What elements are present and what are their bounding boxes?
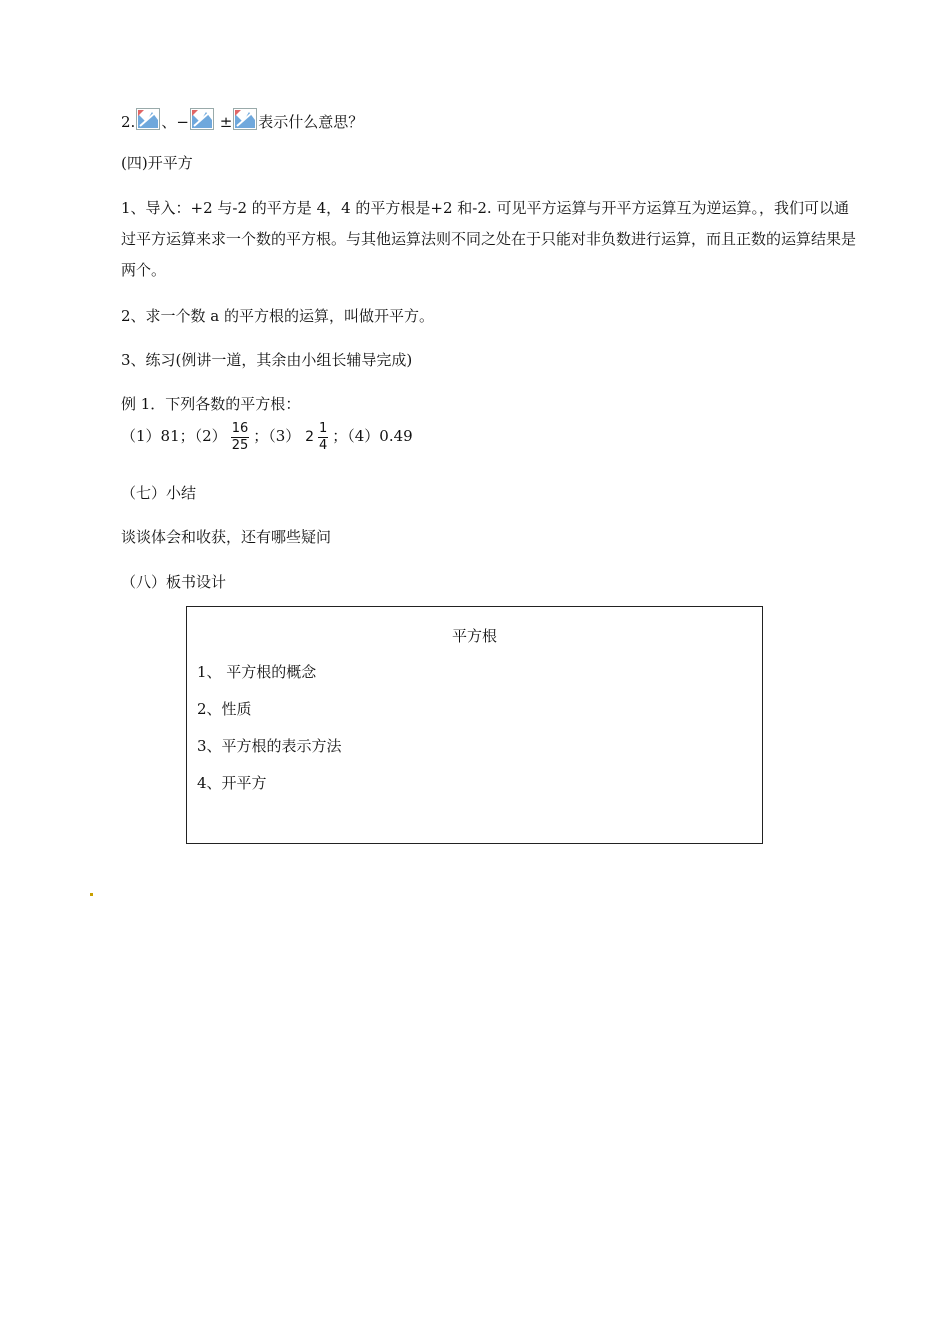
board-title: 平方根	[451, 627, 497, 645]
q2-plusminus: ±	[219, 113, 233, 131]
section-8-title: （八）板书设计	[121, 573, 227, 591]
broken-image-icon	[136, 108, 160, 130]
blackboard-design-box	[186, 606, 763, 844]
example-title: 例 1．下列各数的平方根：	[121, 395, 301, 413]
question-2	[121, 108, 363, 132]
section-7-title: （七）小结	[121, 484, 197, 502]
q2-minus: −	[176, 113, 189, 131]
intro-paragraph: 1、导入：+2 与-2 的平方是 4，4 的平方根是+2 和-2. 可见平方运算与开平方运算互为逆运算。，我们可以通过平方运算来求一个数的平方根。与其他运算法则不同之处在于只能对非负数进行运算，而且正数的运算结果是两个。	[121, 199, 857, 279]
q2-sep: 、	[161, 113, 177, 131]
board-item: 1、 平方根的概念	[197, 663, 317, 681]
fraction-16-25	[231, 421, 250, 454]
example-items	[121, 418, 413, 455]
reflection-paragraph: 谈谈体会和收获，还有哪些疑问	[121, 528, 332, 546]
fraction-numerator: 16	[231, 420, 249, 436]
fraction-numerator: 1	[318, 420, 328, 436]
q2-suffix: 表示什么意思？	[258, 113, 364, 131]
board-item: 3、平方根的表示方法	[197, 737, 342, 755]
q2-prefix: 2.	[121, 113, 136, 131]
example-part-3: ；（4）0.49	[332, 427, 413, 445]
broken-image-icon	[233, 108, 257, 130]
example-part-2: ；（3）	[253, 427, 301, 445]
board-item: 4、开平方	[197, 774, 267, 792]
example-part-1: （1）81；（2）	[121, 427, 227, 445]
section-4-title: (四)开平方	[121, 154, 193, 172]
board-item: 2、性质	[197, 700, 252, 718]
stray-mark	[90, 893, 93, 896]
fraction-denominator: 25	[231, 437, 249, 453]
broken-image-icon	[190, 108, 214, 130]
practice-paragraph: 3、练习(例讲一道，其余由小组长辅导完成)	[121, 351, 413, 369]
mixed-number-whole: 2	[305, 429, 314, 445]
fraction-denominator: 4	[318, 437, 328, 453]
definition-paragraph: 2、求一个数 a 的平方根的运算，叫做开平方。	[121, 307, 435, 325]
fraction-1-4	[318, 421, 328, 454]
